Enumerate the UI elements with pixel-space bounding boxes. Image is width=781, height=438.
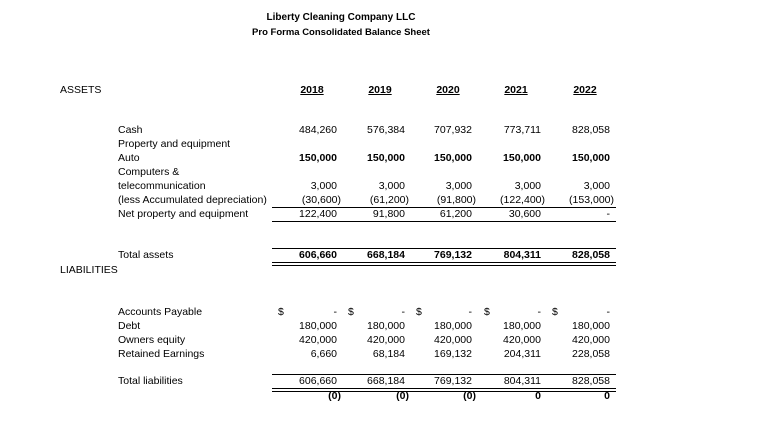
cell-value: 91,800 [372, 208, 405, 220]
assets-heading: ASSETS [60, 84, 102, 96]
row-label: Owners equity [118, 334, 186, 346]
cell-value: 6,660 [310, 348, 337, 360]
year-header-2020: 2020 [436, 84, 460, 96]
total-liabilities-value: 769,132 [434, 375, 472, 387]
total-assets-value: 668,184 [367, 249, 405, 261]
currency-symbol: $ [416, 306, 422, 318]
cell-value: - [468, 306, 472, 318]
year-header-2018: 2018 [300, 84, 324, 96]
cell-value: (30,600) [301, 194, 341, 206]
row-label: Accounts Payable [118, 306, 203, 318]
total-liabilities-value: 606,660 [299, 375, 337, 387]
sheet-title: Pro Forma Consolidated Balance Sheet [252, 27, 430, 38]
balance-check-value: (0) [463, 390, 476, 402]
row-label: Total liabilities [118, 375, 183, 387]
cell-value: 150,000 [572, 152, 610, 164]
cell-value: 420,000 [367, 334, 405, 346]
cell-value: 180,000 [299, 320, 337, 332]
cell-value: 122,400 [299, 208, 337, 220]
cell-value: 773,711 [503, 124, 541, 136]
cell-value: 828,058 [572, 124, 610, 136]
year-header-2019: 2019 [368, 84, 392, 96]
cell-value: 3,000 [583, 180, 610, 192]
year-header-2021: 2021 [504, 84, 528, 96]
cell-value: 180,000 [572, 320, 610, 332]
company-name: Liberty Cleaning Company LLC [266, 12, 416, 23]
balance-check-value: 0 [604, 390, 610, 402]
currency-symbol: $ [278, 306, 284, 318]
cell-value: 707,932 [434, 124, 472, 136]
row-label: Property and equipment [118, 138, 231, 150]
cell-value: 150,000 [434, 152, 472, 164]
cell-value: - [606, 306, 610, 318]
row-label: Cash [118, 124, 143, 136]
year-header-2022: 2022 [573, 84, 597, 96]
cell-value: - [333, 306, 337, 318]
cell-value: 576,384 [367, 124, 405, 136]
cell-value: 3,000 [445, 180, 472, 192]
cell-value: (61,200) [369, 194, 409, 206]
cell-value: (91,800) [436, 194, 476, 206]
row-label: Total assets [118, 249, 174, 261]
cell-value: 150,000 [367, 152, 405, 164]
total-liabilities-value: 804,311 [503, 375, 541, 387]
liabilities-heading: LIABILITIES [60, 264, 118, 276]
cell-value: 3,000 [378, 180, 405, 192]
row-label: Net property and equipment [118, 208, 249, 220]
cell-value: 61,200 [439, 208, 472, 220]
total-assets-value: 769,132 [434, 249, 472, 261]
cell-value: 150,000 [503, 152, 541, 164]
cell-value: 150,000 [299, 152, 337, 164]
subtotal-line [272, 221, 616, 222]
cell-value: 420,000 [434, 334, 472, 346]
row-label: (less Accumulated depreciation) [118, 194, 267, 206]
cell-value: - [537, 306, 541, 318]
cell-value: 169,132 [434, 348, 472, 360]
row-label: Retained Earnings [118, 348, 205, 360]
currency-symbol: $ [552, 306, 558, 318]
total-assets-value: 804,311 [503, 249, 541, 261]
row-label: Computers & [118, 166, 180, 178]
balance-check-value: (0) [396, 390, 409, 402]
cell-value: 30,600 [508, 208, 541, 220]
subtotal-line [272, 207, 616, 208]
row-label: telecommunication [118, 180, 206, 192]
row-label: Auto [118, 152, 140, 164]
cell-value: 420,000 [572, 334, 610, 346]
cell-value: (122,400) [500, 194, 545, 206]
currency-symbol: $ [484, 306, 490, 318]
cell-value: 180,000 [503, 320, 541, 332]
balance-check-value: 0 [535, 390, 541, 402]
cell-value: - [401, 306, 405, 318]
total-assets-value: 828,058 [572, 249, 610, 261]
cell-value: (153,000) [569, 194, 614, 206]
total-assets-value: 606,660 [299, 249, 337, 261]
cell-value: 3,000 [514, 180, 541, 192]
balance-check-value: (0) [328, 390, 341, 402]
total-liabilities-value: 668,184 [367, 375, 405, 387]
row-label: Debt [118, 320, 141, 332]
cell-value: 420,000 [503, 334, 541, 346]
double-underline [272, 262, 616, 266]
total-liabilities-value: 828,058 [572, 375, 610, 387]
cell-value: 484,260 [299, 124, 337, 136]
cell-value: 228,058 [572, 348, 610, 360]
cell-value: 180,000 [434, 320, 472, 332]
cell-value: 180,000 [367, 320, 405, 332]
currency-symbol: $ [348, 306, 354, 318]
cell-value: - [606, 208, 610, 220]
cell-value: 3,000 [310, 180, 337, 192]
cell-value: 68,184 [372, 348, 405, 360]
cell-value: 204,311 [503, 348, 541, 360]
cell-value: 420,000 [299, 334, 337, 346]
